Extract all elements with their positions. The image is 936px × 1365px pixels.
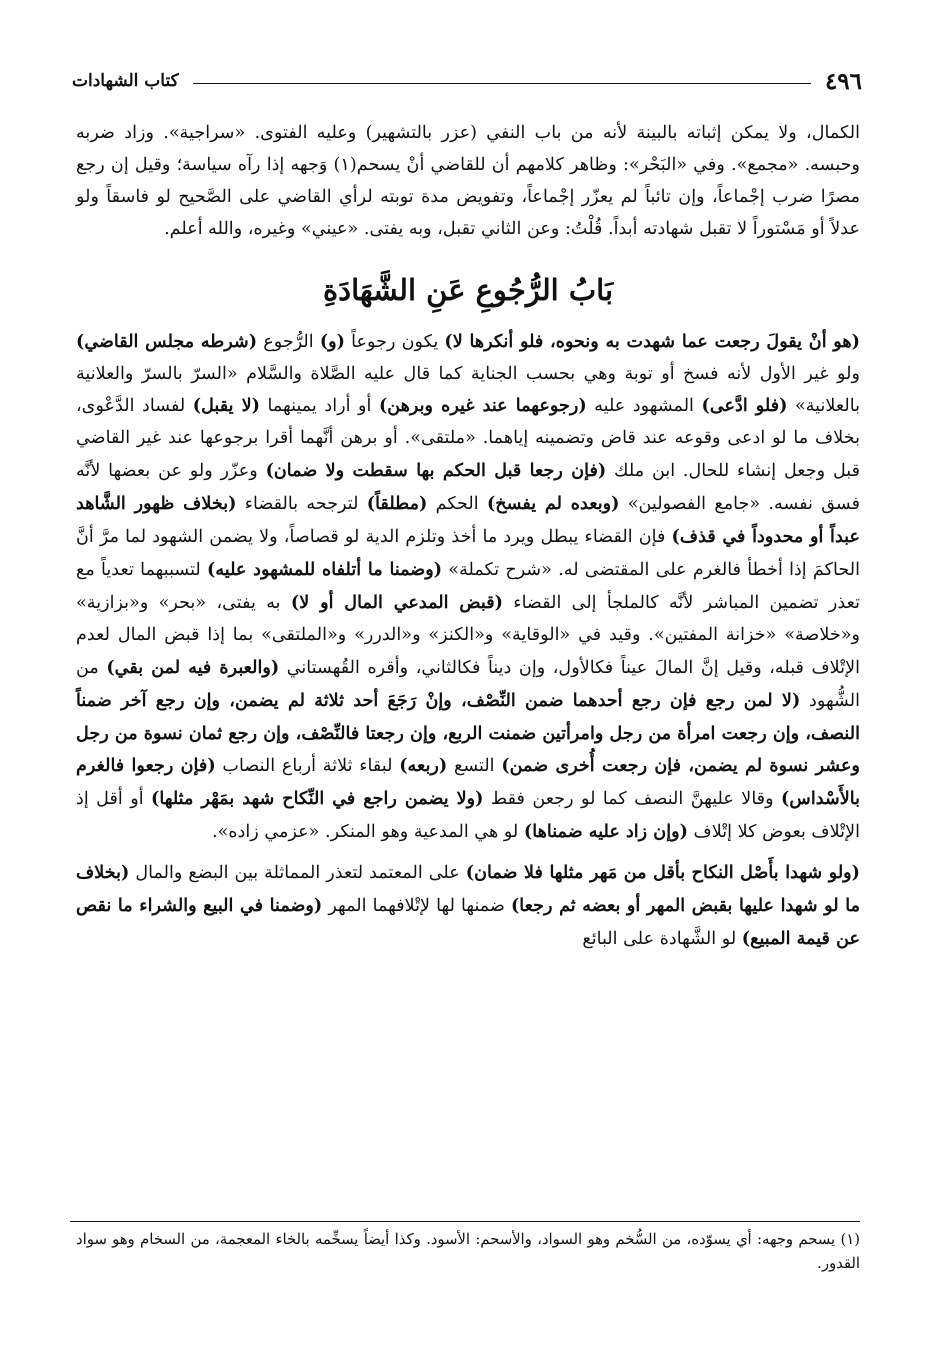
commentary-segment: لو الشَّهادة على البائع <box>582 928 742 949</box>
bold-matn-segment: (رجوعهما عند غيره وبرهن) <box>378 395 587 417</box>
bold-matn-segment: (لا لمن رجع فإن رجع أحدهما ضمن النِّصْف، وإنْ رَجَعَ أحد ثلاثة لم يضمن، وإن رجع آخر ضمناً النصف، وإن رجعت امرأة من رجل وامرأتين ضمنت الربع، وإن رجعتا فالنِّصْف، وإن رجع ثمان نسوة من رجل وعشر نسوة لم يضمن، فإن رجعت أُخرى ضمن) <box>76 689 860 777</box>
bold-matn-segment: (والعبرة فيه لمن بقي) <box>106 656 280 678</box>
footnote: (١) يسحم وجهه: أي يسوّده، من السُّخم وهو السواد، والأسحم: الأسود. وكذا أيضاً يسخِّمه بالخاء المعجمة، من السخام وهو سواد القدور. <box>76 1231 860 1272</box>
bold-matn-segment: (شرطه مجلس القاضي) <box>76 330 258 352</box>
bold-matn-segment: (قبض المدعي المال أو لا) <box>290 591 503 613</box>
bold-matn-segment: (ولا يضمن راجع في النِّكاح شهد بمَهْر مثلها) <box>151 788 484 810</box>
page-header <box>72 66 862 96</box>
commentary-segment: المشهود عليه <box>586 396 702 417</box>
bold-matn-segment: (ربعه) <box>399 755 448 777</box>
bold-matn-segment: (مطلقاً) <box>366 493 428 515</box>
commentary-segment: يكون رجوعاً <box>344 331 445 352</box>
chapter-title: بَابُ الرُّجُوعِ عَنِ الشَّهَادَةِ <box>322 272 614 307</box>
commentary-segment: التسع <box>447 756 502 777</box>
main-text <box>76 118 860 956</box>
commentary-segment: من الشُّهود <box>76 657 860 711</box>
commentary-segment: أو أقل إذ الإتْلاف بعوض كلا إتْلاف <box>76 789 860 843</box>
commentary-segment: وقالا عليهنَّ النصف كما لو رجعن فقط <box>483 789 782 810</box>
bold-matn-segment: (ولو شهدا بأَصْل النكاح بأقل من مَهر مثلها فلا ضمان) <box>465 862 860 884</box>
bold-matn-segment: (بخلاف ظهور الشَّاهد عبداً أو محدوداً في قذف) <box>76 493 860 548</box>
header-rule <box>193 83 811 84</box>
commentary-segment: على المعتمد لتعذر المماثلة بين البضع والمال <box>129 863 466 884</box>
commentary-segment: لو هي المدعية وهو المنكر. «عزمي زاده». <box>211 822 524 843</box>
bold-matn-segment: (و) <box>319 330 345 352</box>
bold-matn-segment: (فإن رجعا قبل الحكم بها سقطت ولا ضمان) <box>265 460 607 482</box>
bold-matn-segment: (وإن زاد عليه ضمناها) <box>523 821 688 843</box>
bold-matn-segment: (وضمنا في البيع والشراء ما نقص عن قيمة المبيع) <box>76 895 860 949</box>
commentary-segment: لبقاء ثلاثة أرباع النصاب <box>215 756 400 777</box>
bold-matn-segment: (فلو ادَّعى) <box>701 395 788 417</box>
commentary-segment: لتسببهما تعدياً مع تعذر تضمين المباشر لأنَّه كالملجأ إلى القضاء <box>76 559 860 613</box>
commentary-segment: لفساد الدَّعْوى، بخلاف ما لو ادعى وقوعه عند قاض وتضمينه إياهما. «ملتقى». أو برهن أنَّهما أقرا برجوعها عند غير القاضي قبل وجعل إنشاء للحال. ابن ملك <box>76 396 860 482</box>
running-title: كتاب الشهادات <box>72 71 179 91</box>
commentary-segment: الحكم <box>427 494 487 515</box>
bold-matn-segment: (وبعده لم يفسخ) <box>486 493 620 515</box>
commentary-segment: لترجحه بالقضاء <box>236 494 367 515</box>
bold-matn-segment: (وضمنا ما أتلفاه للمشهود عليه) <box>207 558 443 580</box>
bold-matn-segment: (لا يقبل) <box>192 395 260 417</box>
chapter-paragraph-1 <box>76 326 860 850</box>
commentary-segment: به يفتى، «بحر» و«بزازية» و«خلاصة» «خزانة المفتين». وقيد في «الوقاية» و«الكنز» و«الدرر» و«الملتقى» بما إذا قبض المال لعدم الإتْلاف قبله، وقيل إنَّ المالَ عيناً فكالأول، وإن ديناً فكالثاني، وأقره القُهستاني <box>76 592 860 678</box>
bold-matn-segment: (بخلاف ما لو شهدا عليها بقبض المهر أو بعضه ثم رجعا) <box>76 862 860 917</box>
chapter-paragraph-2 <box>76 857 860 956</box>
footnote-separator <box>70 1221 860 1222</box>
commentary-segment: ولو غير الأول لأنه فسخ أو توبة وهي بحسب الجناية كما قال عليه الصَّلاة والسَّلام «السرّ بالسرّ والعلانية بالعلانية» <box>76 363 860 417</box>
commentary-segment: وعزّر ولو عن بعضها لأنَّه فسق نفسه. «جامع الفصولين» <box>76 461 860 515</box>
bold-matn-segment: (فإن رجعوا فالغرم بالأَسْداس) <box>76 755 860 810</box>
commentary-segment: أو أراد يمينهما <box>259 396 379 417</box>
commentary-segment: ضمنها لها لإتْلافهما المهر <box>322 896 511 917</box>
top-paragraph: الكمال، ولا يمكن إثباته بالبينة لأنه من باب النفي (عزر بالتشهير) وعليه الفتوى. «سراجية». وزاد ضربه وحبسه. «مجمع». وفي «البَحْر»: وظاهر كلامهم أن للقاضي أنْ يسحم(١) وَجهه إذا رآه سياسة؛ وقيل إن رجع مصرًا ضرب إجْماعاً، وإن تائباً لم يعزّر إجْماعاً، وتفويض مدة توبته لرأي القاضي على الصَّحيح لو فاسقاً ولو عدلاً أو مَسْتوراً لا تقبل شهادته أبداً. قُلْتُ: وعن الثاني تقبل، وبه يفتى. «عيني» وغيره، والله أعلم. <box>76 123 860 239</box>
page-number: ٤٩٦ <box>824 67 862 95</box>
commentary-segment: فإن القضاء يبطل ويرد ما أخذ وتلزم الدية لو قصاصاً، ولا يضمن الشهود لما مرَّ أنَّ الحاكمَ إذا أخطأ فالغرم على المقتضى له. «شرح تكملة» <box>76 527 860 580</box>
bold-matn-segment: (هو أنْ يقولَ رجعت عما شهدت به ونحوه، فلو أنكرها لا) <box>444 330 860 352</box>
commentary-segment: الرُّجوع <box>257 331 320 352</box>
